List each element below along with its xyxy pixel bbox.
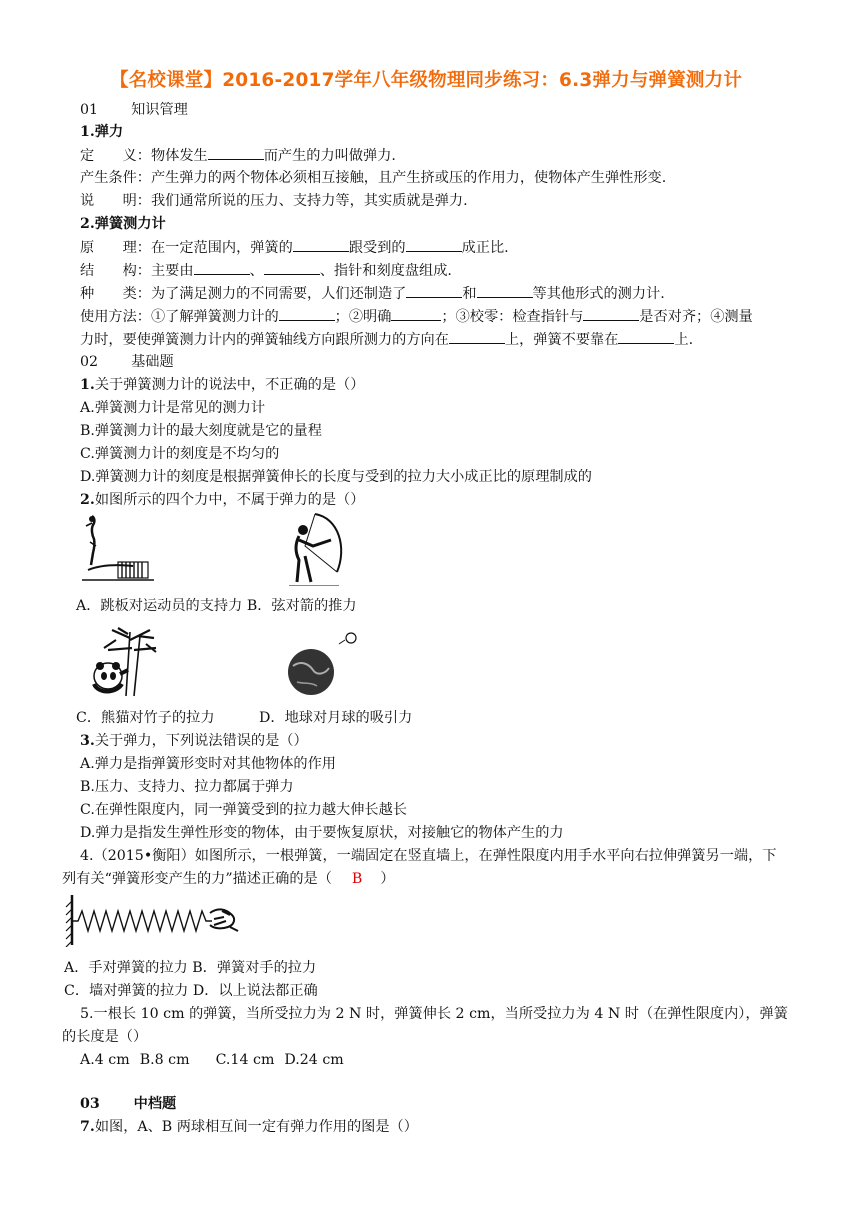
usage-text-a: 使用方法：①了解弹簧测力计的 bbox=[80, 309, 279, 325]
condition-line bbox=[80, 168, 666, 188]
structure-separator: 、 bbox=[249, 263, 264, 279]
usage-text-g: 上. bbox=[674, 332, 694, 348]
blank bbox=[264, 260, 320, 275]
panda-bamboo-figure bbox=[86, 626, 162, 698]
blank bbox=[194, 260, 250, 275]
note-label: 说 明： bbox=[80, 193, 151, 209]
option-b: B.压力、支持力、拉力都属于弹力 bbox=[80, 779, 294, 795]
question-number: 2. bbox=[80, 492, 95, 508]
q4-options-cd: C．墙对弹簧的拉力 D．以上说法都正确 bbox=[64, 983, 318, 999]
definition-line bbox=[80, 145, 396, 166]
q2-option-c: C．熊猫对竹子的拉力 bbox=[76, 710, 215, 726]
answer-mark: B bbox=[351, 871, 363, 887]
question-number: 1. bbox=[80, 377, 95, 393]
question-stem: 如图，A、B 两球相互间一定有弹力作用的图是（） bbox=[94, 1119, 418, 1135]
page-title: 【名校课堂】2016-2017学年八年级物理同步练习：6.3弹力与弹簧测力计 bbox=[110, 70, 743, 91]
blank bbox=[406, 283, 462, 298]
option-a: A.弹力是指弹簧形变时对其他物体的作用 bbox=[80, 756, 336, 772]
section-name: 中档题 bbox=[133, 1096, 177, 1112]
definition-text-a: 物体发生 bbox=[150, 148, 208, 164]
question-5-line-2: 的长度是（） bbox=[62, 1029, 148, 1045]
question-2 bbox=[80, 490, 364, 510]
kinds-text-b: 和 bbox=[462, 286, 477, 302]
closing-paren: ） bbox=[380, 871, 395, 887]
q4-options-ab: A．手对弹簧的拉力 B．弹簧对手的拉力 bbox=[64, 960, 317, 976]
principle-text-a: 在一定范围内，弹簧的 bbox=[150, 240, 293, 256]
option-b: B.弹簧测力计的最大刻度就是它的量程 bbox=[80, 423, 322, 439]
kinds-text-c: 等其他形式的测力计. bbox=[532, 286, 665, 302]
usage-text-d: 是否对齐；④测量 bbox=[639, 309, 753, 325]
option-d: D.弹簧测力计的刻度是根据弹簧伸长的长度与受到的拉力大小成正比的原理制成的 bbox=[80, 469, 592, 485]
definition-text-b: 而产生的力叫做弹力. bbox=[263, 148, 396, 164]
kinds-label: 种 类： bbox=[80, 286, 151, 302]
blank bbox=[583, 306, 639, 321]
section-header-basic bbox=[80, 352, 174, 372]
blank bbox=[208, 145, 264, 160]
question-stem: 关于弹簧测力计的说法中，不正确的是（） bbox=[94, 377, 365, 393]
question-number: 7. bbox=[80, 1119, 95, 1135]
q2-option-d: D．地球对月球的吸引力 bbox=[259, 710, 413, 726]
usage-text-e: 力时，要使弹簧测力计内的弹簧轴线方向跟所测力的方向在 bbox=[80, 332, 449, 348]
note-text: 我们通常所说的压力、支持力等，其实质就是弹力. bbox=[150, 193, 468, 209]
blank bbox=[391, 306, 441, 321]
condition-text: 产生弹力的两个物体必须相互接触，且产生挤或压的作用力，使物体产生弹性形变. bbox=[150, 170, 667, 186]
principle-line bbox=[80, 237, 509, 258]
section-name: 知识管理 bbox=[131, 102, 188, 118]
option-d: D.24 cm bbox=[284, 1052, 344, 1068]
principle-text-c: 成正比. bbox=[461, 240, 509, 256]
section-name: 基础题 bbox=[131, 354, 174, 370]
q2-options-ab: A．跳板对运动员的支持力 B．弦对箭的推力 bbox=[76, 598, 357, 614]
archer-figure bbox=[285, 510, 355, 586]
section-header-intermediate bbox=[80, 1094, 176, 1114]
section-number: 01 bbox=[80, 102, 99, 118]
earth-moon-figure bbox=[285, 628, 361, 698]
blank bbox=[449, 329, 505, 344]
heading-elastic-force: 1.弹力 bbox=[80, 124, 124, 140]
spring-wall-figure bbox=[64, 893, 240, 947]
blank bbox=[293, 237, 349, 252]
usage-text-b: ；②明确 bbox=[334, 309, 392, 325]
blank bbox=[406, 237, 462, 252]
question-stem: 列有关“弹簧形变产生的力”描述正确的是（ bbox=[62, 871, 332, 887]
option-d: D.弹力是指发生弹性形变的物体，由于要恢复原状，对接触它的物体产生的力 bbox=[80, 825, 564, 841]
question-1 bbox=[80, 375, 364, 395]
section-number: 03 bbox=[80, 1096, 100, 1112]
usage-line-2 bbox=[80, 329, 693, 350]
structure-text-b: 、指针和刻度盘组成. bbox=[319, 263, 452, 279]
question-5-line-1: 5.一根长 10 cm 的弹簧，当所受拉力为 2 N 时，弹簧伸长 2 cm，当所受拉力为 4 N 时（在弹性限度内），弹簧 bbox=[80, 1006, 788, 1022]
option-b: B.8 cm bbox=[139, 1052, 190, 1068]
diving-board-figure bbox=[78, 512, 158, 584]
question-number: 3. bbox=[80, 733, 95, 749]
option-c: C.14 cm bbox=[215, 1052, 275, 1068]
structure-label: 结 构： bbox=[80, 263, 151, 279]
note-line bbox=[80, 191, 468, 211]
definition-label: 定 义： bbox=[80, 148, 151, 164]
kinds-line bbox=[80, 283, 665, 304]
question-stem: 如图所示的四个力中，不属于弹力的是（） bbox=[94, 492, 365, 508]
structure-text-a: 主要由 bbox=[150, 263, 194, 279]
heading-spring-scale: 2.弹簧测力计 bbox=[80, 216, 166, 232]
q5-options bbox=[80, 1050, 344, 1070]
principle-text-b: 跟受到的 bbox=[348, 240, 406, 256]
principle-label: 原 理： bbox=[80, 240, 151, 256]
condition-label: 产生条件： bbox=[80, 170, 151, 186]
structure-line bbox=[80, 260, 452, 281]
question-4-line-2 bbox=[62, 869, 395, 889]
section-header-knowledge bbox=[80, 100, 188, 120]
question-3 bbox=[80, 731, 308, 751]
question-stem: 关于弹力，下列说法错误的是（） bbox=[94, 733, 308, 749]
option-a: A.4 cm bbox=[80, 1052, 130, 1068]
option-a: A.弹簧测力计是常见的测力计 bbox=[80, 400, 266, 416]
usage-text-f: 上，弹簧不要靠在 bbox=[504, 332, 619, 348]
question-4-line-1: 4.（2015•衡阳）如图所示，一根弹簧，一端固定在竖直墙上，在弹性限度内用手水平向右拉伸弹簧另一端，下 bbox=[80, 848, 777, 864]
question-7 bbox=[80, 1117, 418, 1137]
usage-line-1 bbox=[80, 306, 753, 327]
option-c: C.弹簧测力计的刻度是不均匀的 bbox=[80, 446, 280, 462]
section-number: 02 bbox=[80, 354, 99, 370]
kinds-text-a: 为了满足测力的不同需要，人们还制造了 bbox=[150, 286, 407, 302]
option-c: C.在弹性限度内，同一弹簧受到的拉力越大伸长越长 bbox=[80, 802, 407, 818]
blank bbox=[618, 329, 674, 344]
blank bbox=[477, 283, 533, 298]
usage-text-c: ；③校零：检查指针与 bbox=[441, 309, 584, 325]
blank bbox=[279, 306, 335, 321]
